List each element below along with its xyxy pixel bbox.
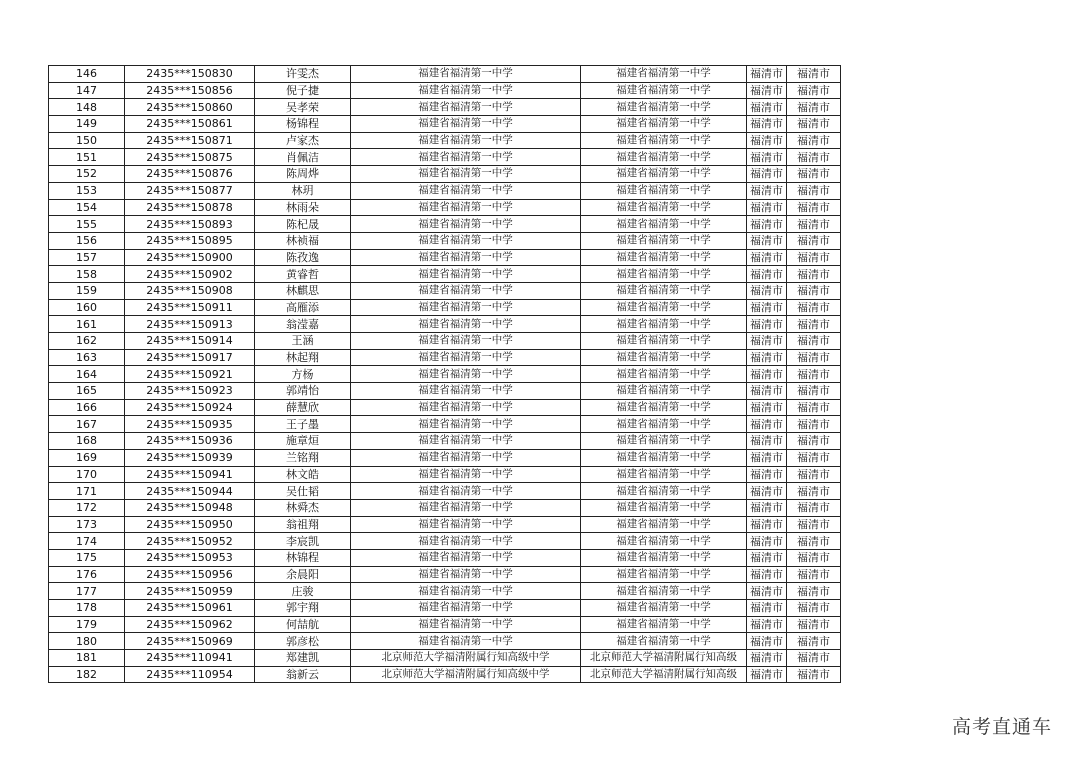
exam-id-cell: 2435***150923: [125, 383, 255, 400]
table-row: [49, 282, 841, 299]
school2-cell: 福建省福清第一中学: [581, 66, 747, 83]
school2-cell: 福建省福清第一中学: [581, 333, 747, 350]
exam-id-cell: 2435***150830: [125, 66, 255, 83]
exam-id-cell: 2435***150948: [125, 499, 255, 516]
district-cell: 福清市: [787, 566, 841, 583]
exam-id-cell: 2435***150861: [125, 116, 255, 133]
district-cell: 福清市: [787, 216, 841, 233]
name-cell: 何喆航: [255, 616, 351, 633]
district-cell: 福清市: [787, 199, 841, 216]
table-row: [49, 549, 841, 566]
index-cell: 176: [49, 566, 125, 583]
school-cell: 福建省福清第一中学: [351, 282, 581, 299]
exam-id-cell: 2435***150941: [125, 466, 255, 483]
city-cell: 福清市: [747, 349, 787, 366]
table-row: [49, 249, 841, 266]
district-cell: 福清市: [787, 600, 841, 617]
table-row: [49, 199, 841, 216]
exam-id-cell: 2435***150921: [125, 366, 255, 383]
name-cell: 薛慧欣: [255, 399, 351, 416]
school-cell: 福建省福清第一中学: [351, 166, 581, 183]
name-cell: 林玥: [255, 182, 351, 199]
name-cell: 郭彦松: [255, 633, 351, 650]
index-cell: 180: [49, 633, 125, 650]
table-row: [49, 633, 841, 650]
school-cell: 北京师范大学福清附属行知高级中学: [351, 650, 581, 667]
exam-id-cell: 2435***150935: [125, 416, 255, 433]
district-cell: 福清市: [787, 166, 841, 183]
school-cell: 福建省福清第一中学: [351, 516, 581, 533]
name-cell: 林祯福: [255, 232, 351, 249]
city-cell: 福清市: [747, 666, 787, 683]
index-cell: 161: [49, 316, 125, 333]
district-cell: 福清市: [787, 499, 841, 516]
index-cell: 166: [49, 399, 125, 416]
index-cell: 159: [49, 282, 125, 299]
index-cell: 163: [49, 349, 125, 366]
school2-cell: 福建省福清第一中学: [581, 449, 747, 466]
table-row: [49, 399, 841, 416]
roster-body: [49, 66, 841, 683]
school2-cell: 福建省福清第一中学: [581, 483, 747, 500]
name-cell: 黄睿哲: [255, 266, 351, 283]
school2-cell: 福建省福清第一中学: [581, 249, 747, 266]
district-cell: 福清市: [787, 333, 841, 350]
exam-id-cell: 2435***150871: [125, 132, 255, 149]
district-cell: 福清市: [787, 650, 841, 667]
name-cell: 林舜杰: [255, 499, 351, 516]
school2-cell: 福建省福清第一中学: [581, 566, 747, 583]
name-cell: 倪子捷: [255, 82, 351, 99]
index-cell: 169: [49, 449, 125, 466]
index-cell: 156: [49, 232, 125, 249]
city-cell: 福清市: [747, 116, 787, 133]
city-cell: 福清市: [747, 449, 787, 466]
table-row: [49, 182, 841, 199]
district-cell: 福清市: [787, 549, 841, 566]
name-cell: 杨锦程: [255, 116, 351, 133]
index-cell: 162: [49, 333, 125, 350]
district-cell: 福清市: [787, 66, 841, 83]
district-cell: 福清市: [787, 299, 841, 316]
school2-cell: 福建省福清第一中学: [581, 199, 747, 216]
index-cell: 150: [49, 132, 125, 149]
index-cell: 174: [49, 533, 125, 550]
school-cell: 福建省福清第一中学: [351, 232, 581, 249]
name-cell: 余晨阳: [255, 566, 351, 583]
school2-cell: 福建省福清第一中学: [581, 433, 747, 450]
table-row: [49, 566, 841, 583]
table-row: [49, 349, 841, 366]
name-cell: 卢家杰: [255, 132, 351, 149]
index-cell: 178: [49, 600, 125, 617]
district-cell: 福清市: [787, 616, 841, 633]
city-cell: 福清市: [747, 650, 787, 667]
school-cell: 福建省福清第一中学: [351, 399, 581, 416]
index-cell: 165: [49, 383, 125, 400]
district-cell: 福清市: [787, 99, 841, 116]
district-cell: 福清市: [787, 366, 841, 383]
index-cell: 151: [49, 149, 125, 166]
index-cell: 155: [49, 216, 125, 233]
school2-cell: 福建省福清第一中学: [581, 116, 747, 133]
school2-cell: 福建省福清第一中学: [581, 383, 747, 400]
school-cell: 福建省福清第一中学: [351, 199, 581, 216]
name-cell: 李宸凯: [255, 533, 351, 550]
name-cell: 林雨朵: [255, 199, 351, 216]
city-cell: 福清市: [747, 266, 787, 283]
school-cell: 福建省福清第一中学: [351, 249, 581, 266]
table-row: [49, 299, 841, 316]
school2-cell: 福建省福清第一中学: [581, 516, 747, 533]
city-cell: 福清市: [747, 383, 787, 400]
exam-id-cell: 2435***150860: [125, 99, 255, 116]
name-cell: 陈周烨: [255, 166, 351, 183]
exam-id-cell: 2435***150893: [125, 216, 255, 233]
index-cell: 175: [49, 549, 125, 566]
district-cell: 福清市: [787, 666, 841, 683]
table-row: [49, 149, 841, 166]
table-row: [49, 616, 841, 633]
school2-cell: 福建省福清第一中学: [581, 499, 747, 516]
table-row: [49, 383, 841, 400]
index-cell: 167: [49, 416, 125, 433]
exam-id-cell: 2435***150959: [125, 583, 255, 600]
city-cell: 福清市: [747, 483, 787, 500]
school-cell: 福建省福清第一中学: [351, 566, 581, 583]
city-cell: 福清市: [747, 149, 787, 166]
exam-id-cell: 2435***150878: [125, 199, 255, 216]
district-cell: 福清市: [787, 433, 841, 450]
city-cell: 福清市: [747, 282, 787, 299]
school-cell: 福建省福清第一中学: [351, 449, 581, 466]
index-cell: 149: [49, 116, 125, 133]
school-cell: 福建省福清第一中学: [351, 316, 581, 333]
school-cell: 福建省福清第一中学: [351, 416, 581, 433]
school2-cell: 福建省福清第一中学: [581, 416, 747, 433]
city-cell: 福清市: [747, 199, 787, 216]
index-cell: 172: [49, 499, 125, 516]
table-row: [49, 666, 841, 683]
exam-id-cell: 2435***150876: [125, 166, 255, 183]
name-cell: 庄骏: [255, 583, 351, 600]
exam-id-cell: 2435***150961: [125, 600, 255, 617]
table-row: [49, 333, 841, 350]
school-cell: 北京师范大学福清附属行知高级中学: [351, 666, 581, 683]
city-cell: 福清市: [747, 333, 787, 350]
school2-cell: 福建省福清第一中学: [581, 399, 747, 416]
student-roster-table: [48, 65, 841, 683]
school-cell: 福建省福清第一中学: [351, 633, 581, 650]
district-cell: 福清市: [787, 232, 841, 249]
exam-id-cell: 2435***150914: [125, 333, 255, 350]
school2-cell: 福建省福清第一中学: [581, 99, 747, 116]
index-cell: 157: [49, 249, 125, 266]
index-cell: 152: [49, 166, 125, 183]
city-cell: 福清市: [747, 633, 787, 650]
exam-id-cell: 2435***150944: [125, 483, 255, 500]
district-cell: 福清市: [787, 583, 841, 600]
district-cell: 福清市: [787, 533, 841, 550]
city-cell: 福清市: [747, 466, 787, 483]
index-cell: 170: [49, 466, 125, 483]
name-cell: 陈杞晟: [255, 216, 351, 233]
index-cell: 154: [49, 199, 125, 216]
index-cell: 181: [49, 650, 125, 667]
school-cell: 福建省福清第一中学: [351, 349, 581, 366]
city-cell: 福清市: [747, 166, 787, 183]
name-cell: 许雯杰: [255, 66, 351, 83]
school2-cell: 福建省福清第一中学: [581, 232, 747, 249]
table-row: [49, 483, 841, 500]
exam-id-cell: 2435***150911: [125, 299, 255, 316]
school2-cell: 福建省福清第一中学: [581, 549, 747, 566]
school2-cell: 福建省福清第一中学: [581, 282, 747, 299]
school2-cell: 福建省福清第一中学: [581, 633, 747, 650]
district-cell: 福清市: [787, 416, 841, 433]
school-cell: 福建省福清第一中学: [351, 383, 581, 400]
name-cell: 吴孝荣: [255, 99, 351, 116]
table-row: [49, 516, 841, 533]
exam-id-cell: 2435***150900: [125, 249, 255, 266]
city-cell: 福清市: [747, 216, 787, 233]
exam-id-cell: 2435***150924: [125, 399, 255, 416]
index-cell: 177: [49, 583, 125, 600]
city-cell: 福清市: [747, 232, 787, 249]
school-cell: 福建省福清第一中学: [351, 299, 581, 316]
table-row: [49, 449, 841, 466]
district-cell: 福清市: [787, 316, 841, 333]
district-cell: 福清市: [787, 266, 841, 283]
name-cell: 方杨: [255, 366, 351, 383]
table-row: [49, 416, 841, 433]
name-cell: 郑建凯: [255, 650, 351, 667]
district-cell: 福清市: [787, 516, 841, 533]
name-cell: 翁祖翔: [255, 516, 351, 533]
city-cell: 福清市: [747, 566, 787, 583]
school2-cell: 福建省福清第一中学: [581, 149, 747, 166]
index-cell: 153: [49, 182, 125, 199]
city-cell: 福清市: [747, 516, 787, 533]
table-row: [49, 316, 841, 333]
school-cell: 福建省福清第一中学: [351, 533, 581, 550]
school2-cell: 福建省福清第一中学: [581, 616, 747, 633]
district-cell: 福清市: [787, 383, 841, 400]
city-cell: 福清市: [747, 499, 787, 516]
exam-id-cell: 2435***150908: [125, 282, 255, 299]
name-cell: 王涵: [255, 333, 351, 350]
school-cell: 福建省福清第一中学: [351, 182, 581, 199]
index-cell: 173: [49, 516, 125, 533]
index-cell: 168: [49, 433, 125, 450]
school-cell: 福建省福清第一中学: [351, 466, 581, 483]
school-cell: 福建省福清第一中学: [351, 499, 581, 516]
city-cell: 福清市: [747, 549, 787, 566]
index-cell: 146: [49, 66, 125, 83]
school-cell: 福建省福清第一中学: [351, 366, 581, 383]
school-cell: 福建省福清第一中学: [351, 216, 581, 233]
name-cell: 林麒思: [255, 282, 351, 299]
name-cell: 郭宇翔: [255, 600, 351, 617]
district-cell: 福清市: [787, 449, 841, 466]
city-cell: 福清市: [747, 600, 787, 617]
index-cell: 158: [49, 266, 125, 283]
index-cell: 160: [49, 299, 125, 316]
exam-id-cell: 2435***150936: [125, 433, 255, 450]
school-cell: 福建省福清第一中学: [351, 66, 581, 83]
table-row: [49, 466, 841, 483]
table-row: [49, 166, 841, 183]
school2-cell: 福建省福清第一中学: [581, 316, 747, 333]
name-cell: 高雁添: [255, 299, 351, 316]
table-row: [49, 116, 841, 133]
exam-id-cell: 2435***150856: [125, 82, 255, 99]
school2-cell: 福建省福清第一中学: [581, 583, 747, 600]
table-row: [49, 132, 841, 149]
city-cell: 福清市: [747, 366, 787, 383]
table-row: [49, 82, 841, 99]
district-cell: 福清市: [787, 82, 841, 99]
city-cell: 福清市: [747, 82, 787, 99]
city-cell: 福清市: [747, 66, 787, 83]
school2-cell: 福建省福清第一中学: [581, 466, 747, 483]
table-row: [49, 650, 841, 667]
table-row: [49, 499, 841, 516]
district-cell: 福清市: [787, 633, 841, 650]
city-cell: 福清市: [747, 433, 787, 450]
school-cell: 福建省福清第一中学: [351, 82, 581, 99]
table-row: [49, 533, 841, 550]
table-row: [49, 266, 841, 283]
name-cell: 王子墨: [255, 416, 351, 433]
school-cell: 福建省福清第一中学: [351, 583, 581, 600]
index-cell: 182: [49, 666, 125, 683]
school-cell: 福建省福清第一中学: [351, 616, 581, 633]
table-row: [49, 583, 841, 600]
school2-cell: 福建省福清第一中学: [581, 166, 747, 183]
name-cell: 郭靖怡: [255, 383, 351, 400]
table-row: [49, 66, 841, 83]
school2-cell: 北京师范大学福清附属行知高级: [581, 650, 747, 667]
name-cell: 肖佩洁: [255, 149, 351, 166]
exam-id-cell: 2435***150953: [125, 549, 255, 566]
exam-id-cell: 2435***150875: [125, 149, 255, 166]
exam-id-cell: 2435***150969: [125, 633, 255, 650]
city-cell: 福清市: [747, 249, 787, 266]
district-cell: 福清市: [787, 149, 841, 166]
school2-cell: 福建省福清第一中学: [581, 600, 747, 617]
district-cell: 福清市: [787, 282, 841, 299]
index-cell: 148: [49, 99, 125, 116]
district-cell: 福清市: [787, 116, 841, 133]
table-row: [49, 600, 841, 617]
school2-cell: 福建省福清第一中学: [581, 533, 747, 550]
exam-id-cell: 2435***150902: [125, 266, 255, 283]
school2-cell: 福建省福清第一中学: [581, 82, 747, 99]
city-cell: 福清市: [747, 182, 787, 199]
exam-id-cell: 2435***150952: [125, 533, 255, 550]
index-cell: 147: [49, 82, 125, 99]
city-cell: 福清市: [747, 583, 787, 600]
name-cell: 翁新云: [255, 666, 351, 683]
school-cell: 福建省福清第一中学: [351, 116, 581, 133]
exam-id-cell: 2435***150939: [125, 449, 255, 466]
school2-cell: 福建省福清第一中学: [581, 299, 747, 316]
district-cell: 福清市: [787, 132, 841, 149]
exam-id-cell: 2435***150877: [125, 182, 255, 199]
school-cell: 福建省福清第一中学: [351, 433, 581, 450]
table-row: [49, 433, 841, 450]
district-cell: 福清市: [787, 399, 841, 416]
city-cell: 福清市: [747, 416, 787, 433]
index-cell: 164: [49, 366, 125, 383]
name-cell: 林起翔: [255, 349, 351, 366]
school2-cell: 福建省福清第一中学: [581, 266, 747, 283]
district-cell: 福清市: [787, 349, 841, 366]
city-cell: 福清市: [747, 399, 787, 416]
table-row: [49, 366, 841, 383]
exam-id-cell: 2435***150950: [125, 516, 255, 533]
exam-id-cell: 2435***110954: [125, 666, 255, 683]
name-cell: 吴仕韬: [255, 483, 351, 500]
school-cell: 福建省福清第一中学: [351, 149, 581, 166]
district-cell: 福清市: [787, 182, 841, 199]
table-row: [49, 232, 841, 249]
name-cell: 兰铭翔: [255, 449, 351, 466]
exam-id-cell: 2435***110941: [125, 650, 255, 667]
school-cell: 福建省福清第一中学: [351, 549, 581, 566]
school2-cell: 福建省福清第一中学: [581, 182, 747, 199]
city-cell: 福清市: [747, 616, 787, 633]
district-cell: 福清市: [787, 483, 841, 500]
school2-cell: 福建省福清第一中学: [581, 216, 747, 233]
city-cell: 福清市: [747, 533, 787, 550]
watermark-text: 高考直通车: [951, 716, 1052, 738]
city-cell: 福清市: [747, 99, 787, 116]
school-cell: 福建省福清第一中学: [351, 99, 581, 116]
name-cell: 施章烜: [255, 433, 351, 450]
school-cell: 福建省福清第一中学: [351, 600, 581, 617]
table-row: [49, 99, 841, 116]
district-cell: 福清市: [787, 466, 841, 483]
school-cell: 福建省福清第一中学: [351, 333, 581, 350]
index-cell: 179: [49, 616, 125, 633]
school2-cell: 北京师范大学福清附属行知高级: [581, 666, 747, 683]
exam-id-cell: 2435***150962: [125, 616, 255, 633]
school2-cell: 福建省福清第一中学: [581, 366, 747, 383]
school-cell: 福建省福清第一中学: [351, 266, 581, 283]
school-cell: 福建省福清第一中学: [351, 483, 581, 500]
exam-id-cell: 2435***150895: [125, 232, 255, 249]
exam-id-cell: 2435***150913: [125, 316, 255, 333]
table-row: [49, 216, 841, 233]
exam-id-cell: 2435***150917: [125, 349, 255, 366]
school2-cell: 福建省福清第一中学: [581, 132, 747, 149]
name-cell: 翁滢嘉: [255, 316, 351, 333]
school2-cell: 福建省福清第一中学: [581, 349, 747, 366]
name-cell: 林文皓: [255, 466, 351, 483]
city-cell: 福清市: [747, 316, 787, 333]
name-cell: 林锦程: [255, 549, 351, 566]
exam-id-cell: 2435***150956: [125, 566, 255, 583]
district-cell: 福清市: [787, 249, 841, 266]
school-cell: 福建省福清第一中学: [351, 132, 581, 149]
city-cell: 福清市: [747, 299, 787, 316]
city-cell: 福清市: [747, 132, 787, 149]
name-cell: 陈孜逸: [255, 249, 351, 266]
index-cell: 171: [49, 483, 125, 500]
